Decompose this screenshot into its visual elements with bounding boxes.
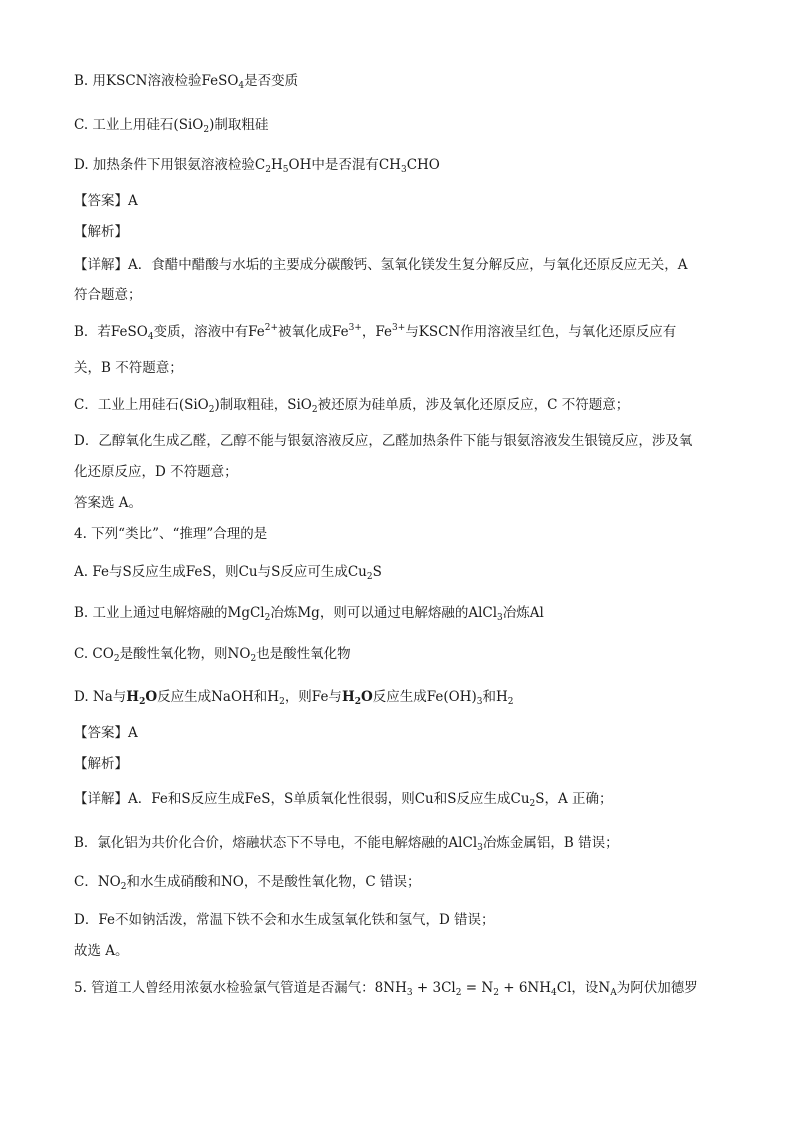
text-line-jx_q4: 【解析】 bbox=[74, 756, 128, 772]
text-line-jx_q3: 【解析】 bbox=[74, 224, 128, 240]
text-line-optC_q3: C. 工业上用硅石(SiO$_2$)制取粗硅 bbox=[74, 117, 269, 135]
text-line-q5: 5. 管道工人曾经用浓氨水检验氯气管道是否漏气：$8NH_3 + 3Cl_2 = N_2 + 6NH_4Cl$，设$N_A$为阿伏加德罗 bbox=[74, 980, 698, 998]
text-line-xj_q4_a: 【详解】A．Fe和S反应生成FeS，S单质氧化性很弱，则Cu和S反应生成$Cu_2S$，A 正确； bbox=[74, 791, 613, 809]
text-line-xj_q4_b: B．氯化铝为共价化合价，熔融状态下不导电，不能电解熔融的AlCl$_3$冶炼金属铝，B 错误； bbox=[74, 835, 619, 853]
text-line-q4_C: C. $CO_2$是酸性氧化物，则$NO_2$也是酸性氧化物 bbox=[74, 646, 351, 664]
text-line-ans_q3: 【答案】A bbox=[74, 193, 138, 209]
text-line-q4: 4. 下列“类比”、“推理”合理的是 bbox=[74, 526, 268, 542]
text-line-xj_q3_b1: B．若FeSO$_4$变质，溶液中有$Fe^{2+}$被氧化成$Fe^{3+}$，$Fe^{3+}$与KSCN作用溶液呈红色，与氧化还原反应有 bbox=[74, 323, 677, 342]
text-line-q4_B: B. 工业上通过电解熔融的MgCl$_2$冶炼Mg，则可以通过电解熔融的AlCl$_3$冶炼Al bbox=[74, 605, 544, 623]
text-line-xj_q3_d1: D．乙醇氧化生成乙醛，乙醇不能与银氨溶液反应，乙醛加热条件下能与银氨溶液发生银镜反应，涉及氧 bbox=[74, 433, 693, 449]
text-line-xj_q3_b2: 关，B 不符题意； bbox=[74, 360, 183, 376]
text-line-xj_q3_d2: 化还原反应，D 不符题意； bbox=[74, 464, 238, 480]
text-line-xj_q4_c: C．$NO_2$和水生成硝酸和NO，不是酸性氧化物，C 错误； bbox=[74, 874, 421, 892]
text-line-q4_A: A. Fe与S反应生成FeS，则Cu与S反应可生成$Cu_2S$ bbox=[74, 564, 382, 582]
text-line-xj_q3_c: C．工业上用硅石(SiO$_2$)制取粗硅，SiO$_2$被还原为硅单质，涉及氧化还原反应，C 不符题意； bbox=[74, 397, 630, 415]
text-line-q4_D: D. Na与$H_2O$反应生成NaOH和$H_2$，则Fe与$H_2O$反应生成$Fe(OH)_3$和$H_2$ bbox=[74, 689, 514, 707]
text-line-sel_q3: 答案选 A。 bbox=[74, 495, 143, 511]
text-line-sel_q4: 故选 A。 bbox=[74, 943, 129, 959]
text-line-xj_q3_a1: 【详解】A．食醋中醋酸与水垢的主要成分碳酸钙、氢氧化镁发生复分解反应，与氧化还原反应无关，A bbox=[74, 257, 688, 273]
text-line-xj_q4_d: D．Fe不如钠活泼，常温下铁不会和水生成氢氧化铁和氢气，D 错误； bbox=[74, 912, 495, 928]
text-line-optB_q3: B. 用KSCN溶液检验FeSO$_4$是否变质 bbox=[74, 73, 299, 91]
text-line-xj_q3_a2: 符合题意； bbox=[74, 287, 142, 303]
text-line-optD_q3: D. 加热条件下用银氨溶液检验$C_2H_5OH$中是否混有$CH_3CHO$ bbox=[74, 157, 440, 175]
text-line-ans_q4: 【答案】A bbox=[74, 725, 138, 741]
